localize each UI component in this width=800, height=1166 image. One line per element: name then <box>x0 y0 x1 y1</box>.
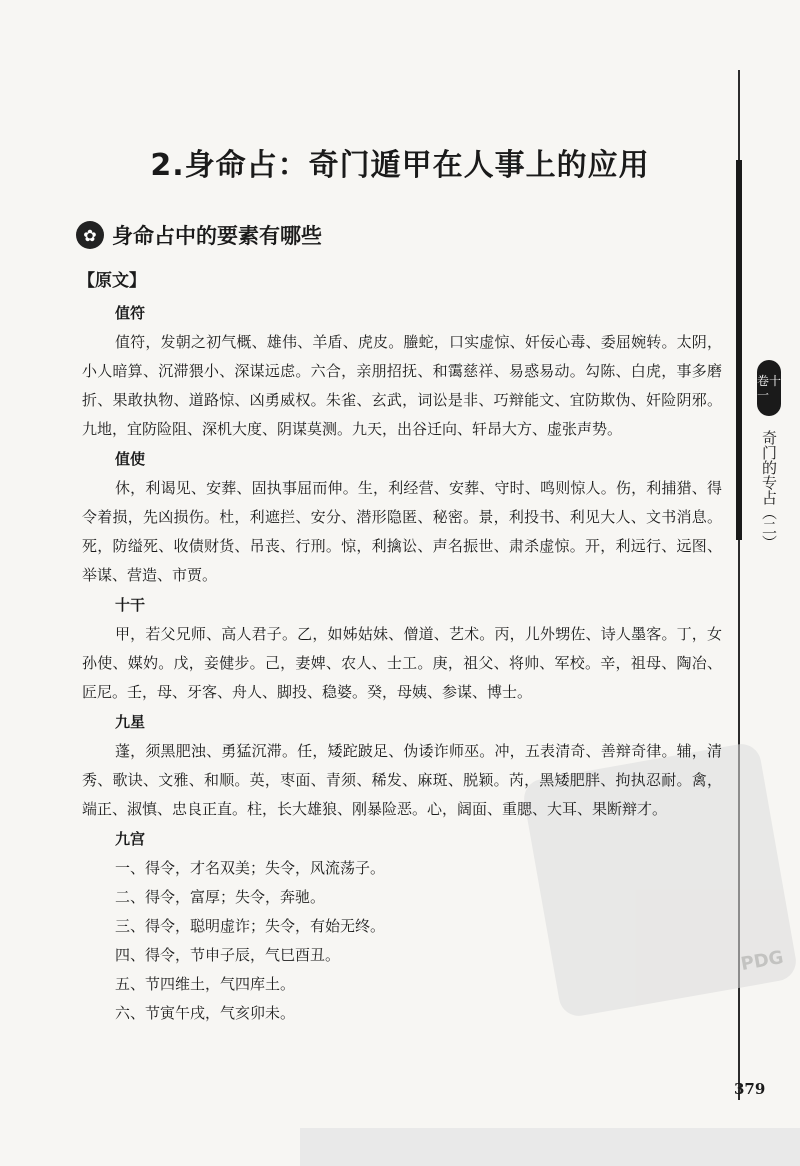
edge-bar <box>736 160 742 540</box>
content <box>82 298 722 1028</box>
section-heading-text: 身命占中的要素有哪些 <box>112 224 322 248</box>
block-heading: 十干 <box>115 596 146 614</box>
palace-line: 一、得令，才名双美；失令，风流荡子。 <box>115 859 386 877</box>
block-text: 休，利谒见、安葬、固执事屈而伸。生，利经营、安葬、守时、鸣则惊人。伤，利捕猎、得令着损，先凶损伤。杜，利遮拦、安分、潜形隐匿、秘密。景，利投书、利见大人、文书消息。死，防缢死、收债财货、吊丧、行刑。惊，利擒讼、声名振世、肃杀虚惊。开，利远行、远图、举谋、营造、市贾。 <box>82 479 722 584</box>
volume-badge: 卷十一 <box>757 360 781 416</box>
source-label: 【原文】 <box>78 271 146 291</box>
block-heading: 九星 <box>115 713 146 731</box>
page-title: 2.身命占：奇门遁甲在人事上的应用 <box>150 148 650 183</box>
palace-line: 三、得令，聪明虚诈；失令，有始无终。 <box>115 917 386 935</box>
palace-line: 六、节寅午戌，气亥卯未。 <box>115 1004 296 1022</box>
block-text: 蓬，须黑肥浊、勇猛沉滞。任，矮跎跛足、伪诿诈师巫。冲，五表清奇、善辩奇律。辅，清秀、歌诀、文雅、和顺。英，枣面、青须、稀发、麻斑、脱颖。芮，黑矮肥胖、拘执忍耐。禽，端正、淑慎、忠良正直。柱，长大雄狼、刚暴险恶。心，阔面、重腮、大耳、果断辩才。 <box>82 742 722 818</box>
palace-line: 五、节四维土，气四库土。 <box>115 975 296 993</box>
section-heading <box>76 220 322 250</box>
side-tab <box>752 360 786 550</box>
block-text: 甲，若父兄师、高人君子。乙，如姊姑妹、僧道、艺术。丙，儿外甥佐、诗人墨客。丁，女孙使、媒妁。戊，妾健步。己，妻婢、农人、士工。庚，祖父、将帅、军校。辛，祖母、陶冶、匠尼。壬，母、牙客、舟人、脚投、稳婆。癸，母姨、参谋、博士。 <box>82 625 722 701</box>
block-text: 值符，发朝之初气概、雄伟、羊盾、虎皮。螣蛇，口实虚惊、奸佞心毒、委屈婉转。太阴，小人暗算、沉滞猥小、深谋远虑。六合，亲朋招抚、和霭慈祥、易惑易动。勾陈、白虎，事多磨折、果敢执物、道路惊、凶勇威权。朱雀、玄武，词讼是非、巧辩能文、宜防欺伪、奸险阴邪。九地，宜防险阻、深机大度、阴谋莫测。九天，出谷迁向、轩昂大方、虚张声势。 <box>82 333 722 438</box>
page-number: 379 <box>734 1080 766 1098</box>
block-heading: 值符 <box>115 304 146 322</box>
chapter-label: 奇门的专占（二） <box>760 430 778 550</box>
watermark-text: PDG <box>739 946 786 976</box>
flower-icon: ✿ <box>76 221 104 249</box>
palace-line: 二、得令，富厚；失令，奔驰。 <box>115 888 326 906</box>
block-heading: 值使 <box>115 450 146 468</box>
palace-heading: 九宫 <box>115 830 146 848</box>
scan-band <box>300 1128 800 1166</box>
palace-line: 四、得令，节申子辰，气巳酉丑。 <box>115 946 341 964</box>
